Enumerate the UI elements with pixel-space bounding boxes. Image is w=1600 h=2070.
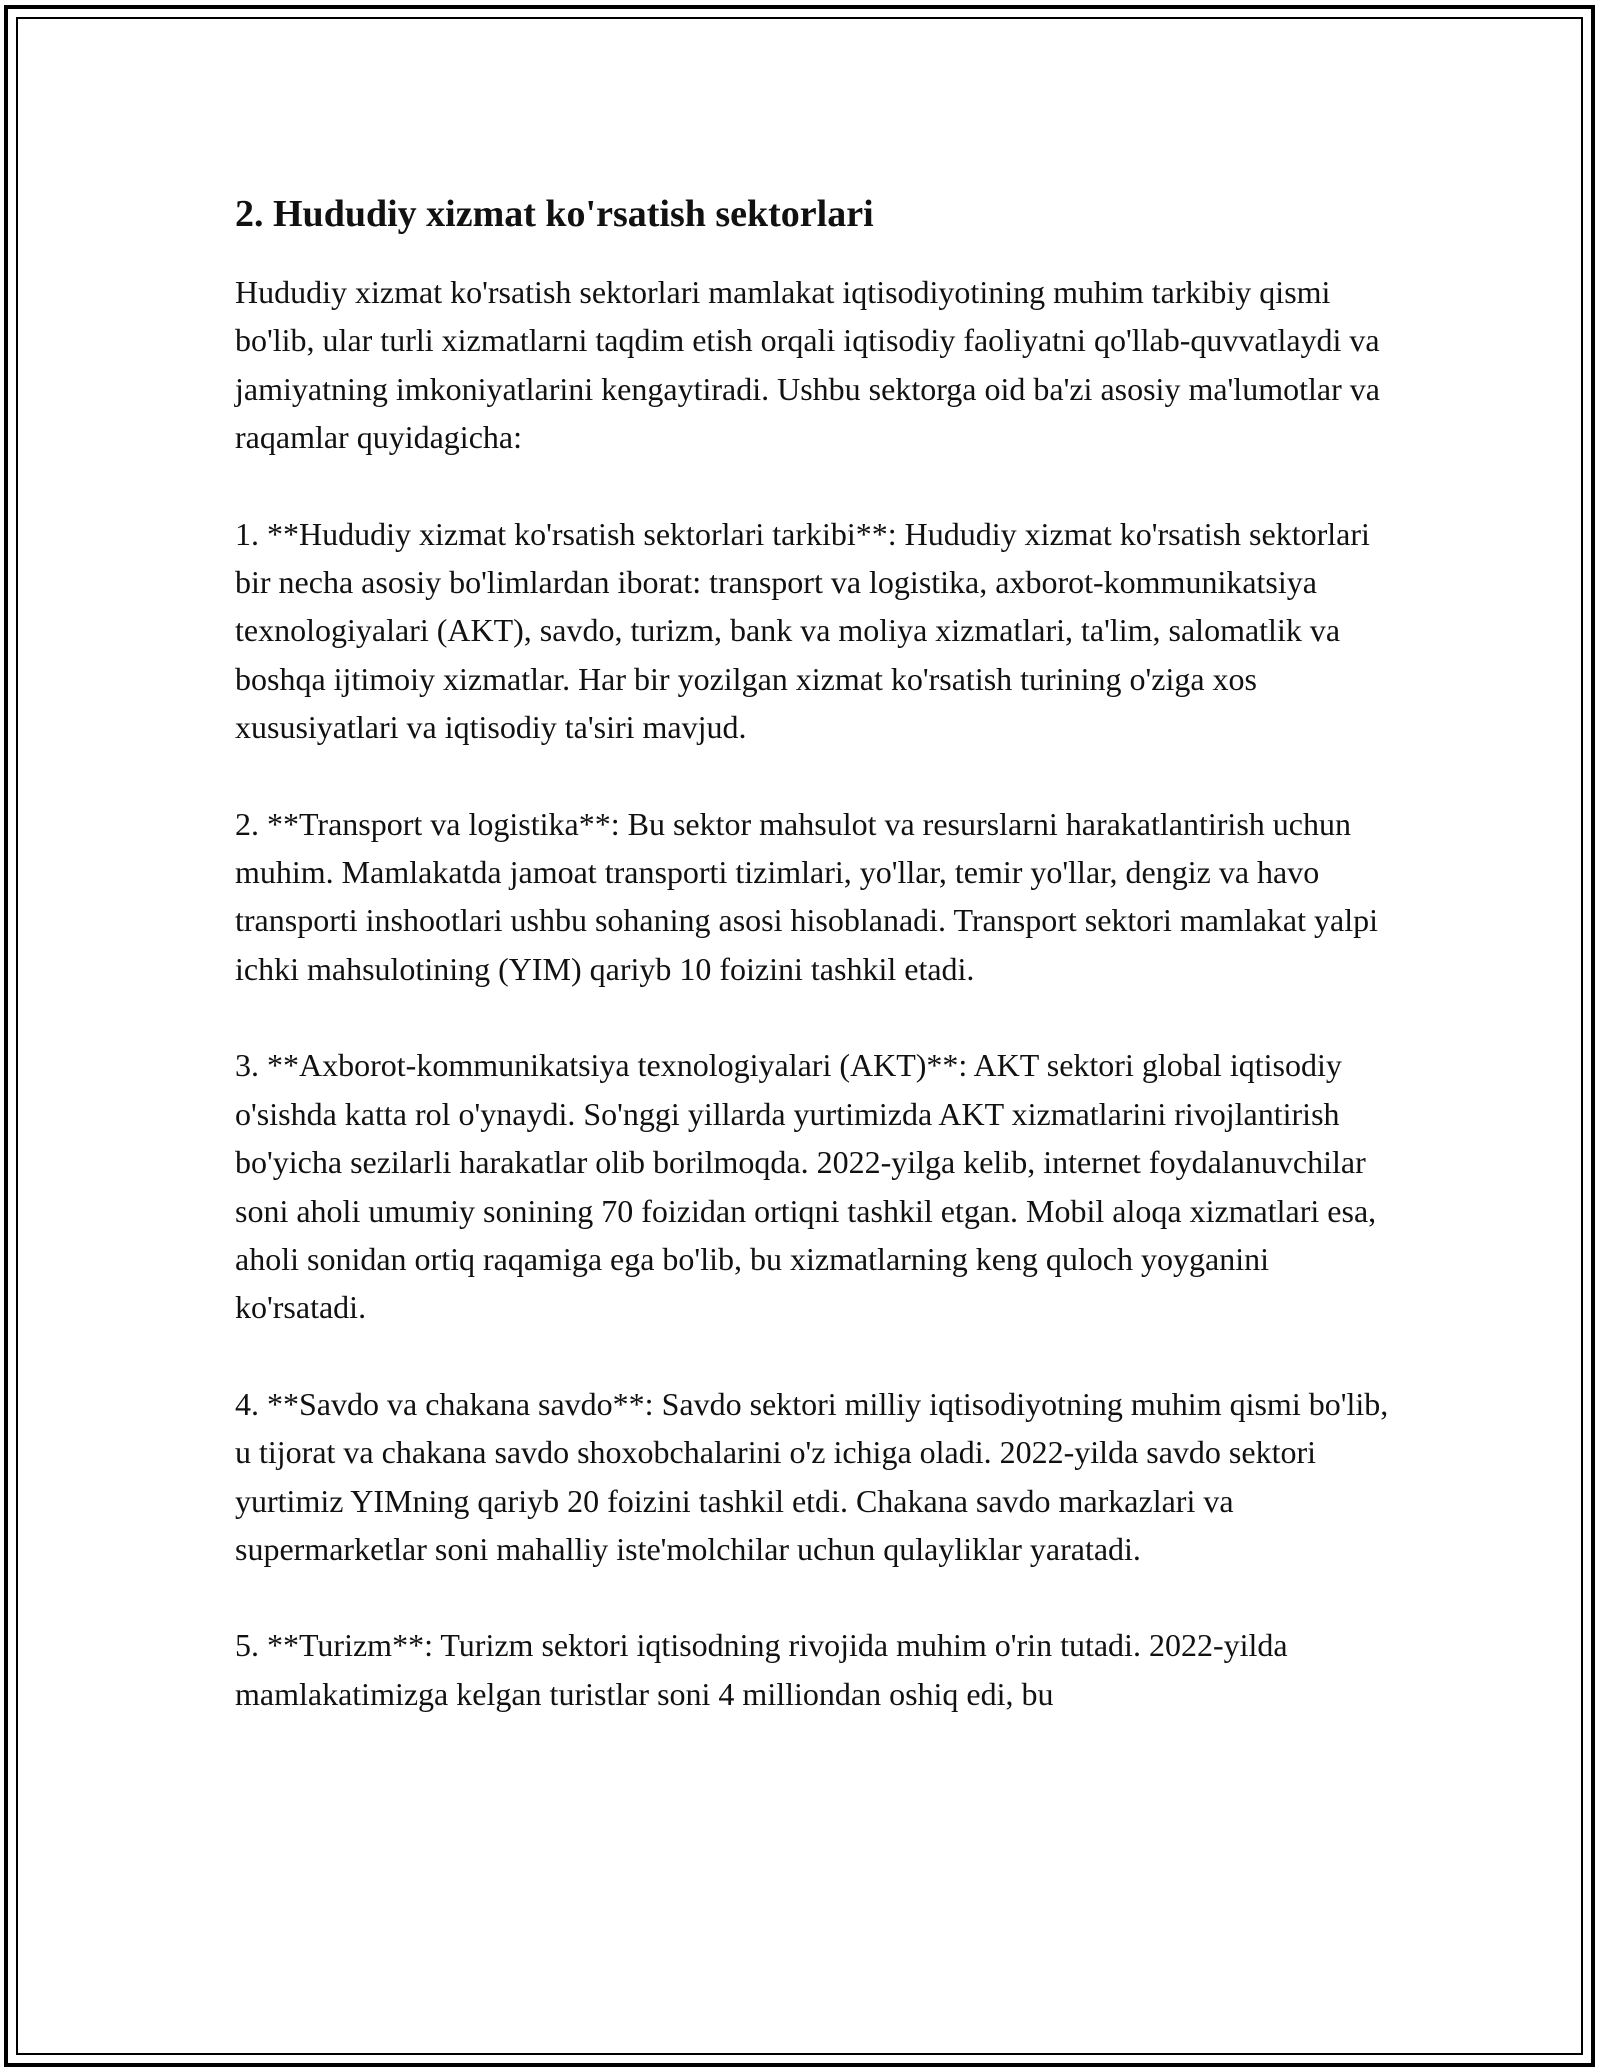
paragraph-ict: 3. **Axborot-kommunikatsiya texnologiyalari (AKT)**: AKT sektori global iqtisodiy o'sishda katta rol o'ynaydi. So'nggi yillarda yurtimizda AKT xizmatlarini rivojlantirish bo'yicha sezilarli harakatlar olib borilmoqda. 2022-yilga kelib, internet foydalanuvchilar soni aholi umumiy sonining 70 foizidan ortiqni tashkil etgan. Mobil aloqa xizmatlari esa, aholi sonidan ortiq raqamiga ega bo'lib, bu xizmatlarning keng quloch yoyganini ko'rsatadi. [235, 1047, 1377, 1326]
intro-paragraph: Hududiy xizmat ko'rsatish sektorlari mamlakat iqtisodiyotining muhim tarkibiy qismi bo'lib, ular turli xizmatlarni taqdim etish orqali iqtisodiy faoliyatni qo'llab-quvvatlaydi va jamiyatning imkoniyatlarini kengaytiradi. Ushbu sektorga oid ba'zi asosiy ma'lumotlar va raqamlar quyidagicha: [235, 274, 1380, 456]
paragraph-transport: 2. **Transport va logistika**: Bu sektor mahsulot va resurslarni harakatlantirish uchun muhim. Mamlakatda jamoat transporti tizimlari, yo'llar, temir yo'llar, dengiz va havo transporti inshootlari ushbu sohaning asosi hisoblanadi. Transport sektori mamlakat yalpi ichki mahsulotining (YIM) qariyb 10 foizini tashkil etadi. [235, 805, 1378, 987]
document-body [235, 184, 1395, 1766]
paragraph-trade: 4. **Savdo va chakana savdo**: Savdo sektori milliy iqtisodiyotning muhim qismi bo'lib, u tijorat va chakana savdo shoxobchalarini o'z ichiga oladi. 2022-yilda savdo sektori yurtimiz YIMning qariyb 20 foizini tashkil etdi. Chakana savdo markazlari va supermarketlar soni mahalliy iste'molchilar uchun qulayliklar yaratadi. [235, 1385, 1389, 1567]
paragraph-sector-composition: 1. **Hududiy xizmat ko'rsatish sektorlari tarkibi**: Hududiy xizmat ko'rsatish sektorlari bir necha asosiy bo'limlardan iborat: transport va logistika, axborot-kommunikatsiya texnologiyalari (AKT), savdo, turizm, bank va moliya xizmatlari, ta'lim, salomatlik va boshqa ijtimoiy xizmatlar. Har bir yozilgan xizmat ko'rsatish turining o'ziga xos xususiyatlari va iqtisodiy ta'siri mavjud. [235, 515, 1370, 746]
paragraph-tourism: 5. **Turizm**: Turizm sektori iqtisodning rivojida muhim o'rin tutadi. 2022-yilda mamlakatimizga kelgan turistlar soni 4 milliondan oshiq edi, bu [235, 1627, 1288, 1712]
section-title: 2. Hududiy xizmat ko'rsatish sektorlari [235, 193, 874, 235]
